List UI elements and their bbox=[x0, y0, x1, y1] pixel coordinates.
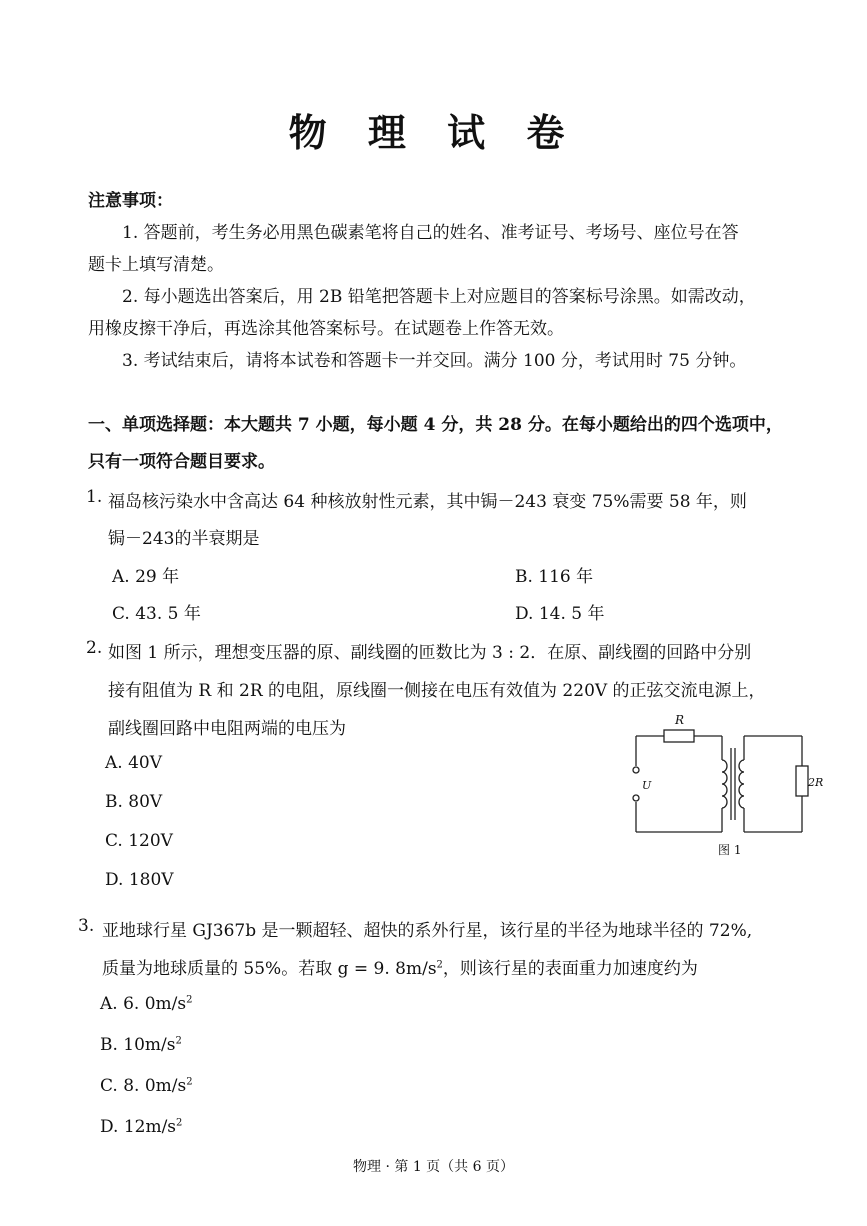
q2-option-a: A. 40V bbox=[105, 753, 162, 773]
resistor-r bbox=[664, 730, 694, 742]
notice-item-2-line-2: 用橡皮擦干净后，再选涂其他答案标号。在试题卷上作答无效。 bbox=[88, 319, 564, 339]
page-footer: 物理 · 第 1 页（共 6 页） bbox=[353, 1159, 514, 1175]
section-1-heading-line-2: 只有一项符合题目要求。 bbox=[88, 452, 275, 472]
q2-option-d: D. 180V bbox=[105, 870, 174, 890]
q3-stem-line-1: 亚地球行星 GJ367b 是一颗超轻、超快的系外行星，该行星的半径为地球半径的 72%, bbox=[102, 921, 753, 941]
q1-option-b: B. 116 年 bbox=[515, 567, 594, 587]
label-r: R bbox=[675, 713, 685, 727]
secondary-coil bbox=[739, 760, 744, 808]
q1-stem-line-1: 福岛核污染水中含高达 64 种核放射性元素，其中锔－243 衰变 75%需要 58 年，则 bbox=[108, 492, 747, 512]
q3-number: 3. bbox=[78, 916, 95, 936]
terminal-bottom bbox=[633, 795, 639, 801]
label-2r: 2R bbox=[808, 776, 824, 789]
q2-option-c: C. 120V bbox=[105, 831, 173, 851]
q3-stem-line-2: 质量为地球质量的 55%。若取 g = 9. $8m/s^2$，则该行星的表面重力加速度约为 bbox=[102, 959, 698, 979]
q1-option-d: D. 14. 5 年 bbox=[515, 604, 605, 624]
notice-item-2-line-1: 2. 每小题选出答案后，用 2B 铅笔把答题卡上对应题目的答案标号涂黑。如需改动， bbox=[122, 287, 756, 307]
resistor-2r bbox=[796, 766, 808, 796]
page-title: 物 理 试 卷 bbox=[288, 110, 579, 155]
notice-heading: 注意事项： bbox=[88, 191, 173, 211]
notice-item-1-line-1: 1. 答题前，考生务必用黑色碳素笔将自己的姓名、准考证号、考场号、座位号在答 bbox=[122, 223, 739, 243]
q2-number: 2. bbox=[86, 638, 103, 658]
primary-coil bbox=[722, 760, 727, 808]
q3-option-d: D. $12m/s^2$ bbox=[100, 1117, 183, 1137]
terminal-top bbox=[633, 767, 639, 773]
notice-item-1-line-2: 题卡上填写清楚。 bbox=[88, 255, 224, 275]
q2-stem-line-2: 接有阻值为 R 和 2R 的电阻，原线圈一侧接在电压有效值为 220V 的正弦交流电源上， bbox=[108, 681, 766, 701]
q1-stem-line-2: 锔－243的半衰期是 bbox=[108, 529, 260, 549]
q1-option-c: C. 43. 5 年 bbox=[112, 604, 201, 624]
q2-stem-line-3: 副线圈回路中电阻两端的电压为 bbox=[108, 719, 346, 739]
section-1-heading-line-1: 一、单项选择题：本大题共 7 小题，每小题 4 分，共 28 分。在每小题给出的四个选项中， bbox=[88, 415, 783, 435]
notice-item-3: 3. 考试结束后，请将本试卷和答题卡一并交回。满分 100 分，考试用时 75 分钟。 bbox=[122, 351, 747, 371]
label-u: U bbox=[642, 779, 652, 792]
q3-option-c: C. 8. $0m/s^2$ bbox=[100, 1076, 193, 1096]
q3-option-a: A. 6. $0m/s^2$ bbox=[100, 994, 193, 1014]
q2-option-b: B. 80V bbox=[105, 792, 163, 812]
transformer-circuit-figure bbox=[620, 708, 830, 863]
figure-caption: 图 1 bbox=[718, 843, 742, 857]
q1-option-a: A. 29 年 bbox=[112, 567, 180, 587]
q2-stem-line-1: 如图 1 所示，理想变压器的原、副线圈的匝数比为 3 : 2．在原、副线圈的回路中分别 bbox=[108, 643, 752, 663]
q1-number: 1. bbox=[86, 487, 103, 507]
q3-option-b: B. $10m/s^2$ bbox=[100, 1035, 182, 1055]
